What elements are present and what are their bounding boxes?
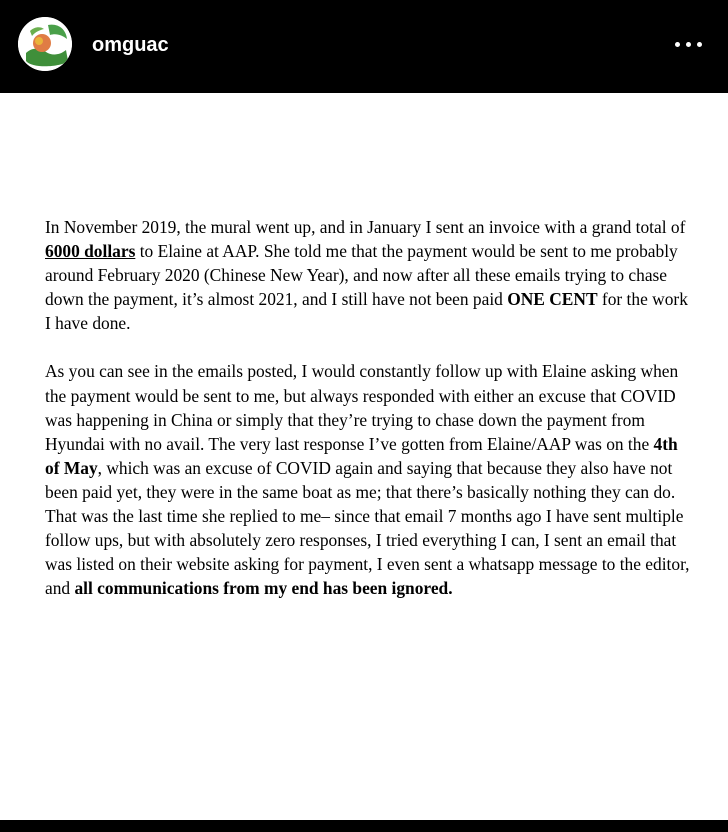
p2-text-1: As you can see in the emails posted, I would constantly follow up with Elaine asking when the payment would be sent to me, but always responded with either an excuse that COVID was happening in China or simply that they’re trying to chase down the payment from Hyundai with no avail. The very last response I’ve gotten from Elaine/AAP was on the <box>45 361 679 454</box>
p1-text-2: to Elaine at AAP. She told me that the payment would be sent to me probably around February 2020 (Chinese New Year), and now after all these emails trying to chase down the payment, it’s almost 2021, and I still have not been paid <box>45 241 678 310</box>
p1-text-1: In November 2019, the mural went up, and in January I sent an invoice with a grand total of <box>45 217 686 237</box>
username[interactable]: omguac <box>92 34 169 56</box>
avatar-illustration <box>18 17 72 71</box>
p1-emphasis: ONE CENT <box>507 289 598 310</box>
paragraph-1 <box>45 215 695 335</box>
profile-avatar-icon[interactable] <box>18 17 72 71</box>
p2-date: 4th of May <box>45 433 678 478</box>
bottom-bar <box>0 820 728 832</box>
more-horizontal-icon[interactable] <box>672 30 706 60</box>
post-text <box>45 215 695 600</box>
p1-amount: 6000 dollars <box>45 241 136 262</box>
post-image <box>0 93 728 820</box>
paragraph-2 <box>45 359 695 600</box>
p1-text-3: for the work I have done. <box>45 289 688 334</box>
p2-text-2: , which was an excuse of COVID again and saying that because they also have not been paid yet, they were in the same boat as me; that there’s basically nothing they can do. That was the last time she replied to me– since that email 7 months ago I have sent multiple follow ups, but with absolutely zero responses, I tried everything I can, I sent an email that was listed on their website asking for payment, I even sent a whatsapp message to the editor, and <box>45 457 690 599</box>
p2-emphasis: all communications from my end has been ignored. <box>74 578 453 599</box>
post-header <box>0 0 728 93</box>
